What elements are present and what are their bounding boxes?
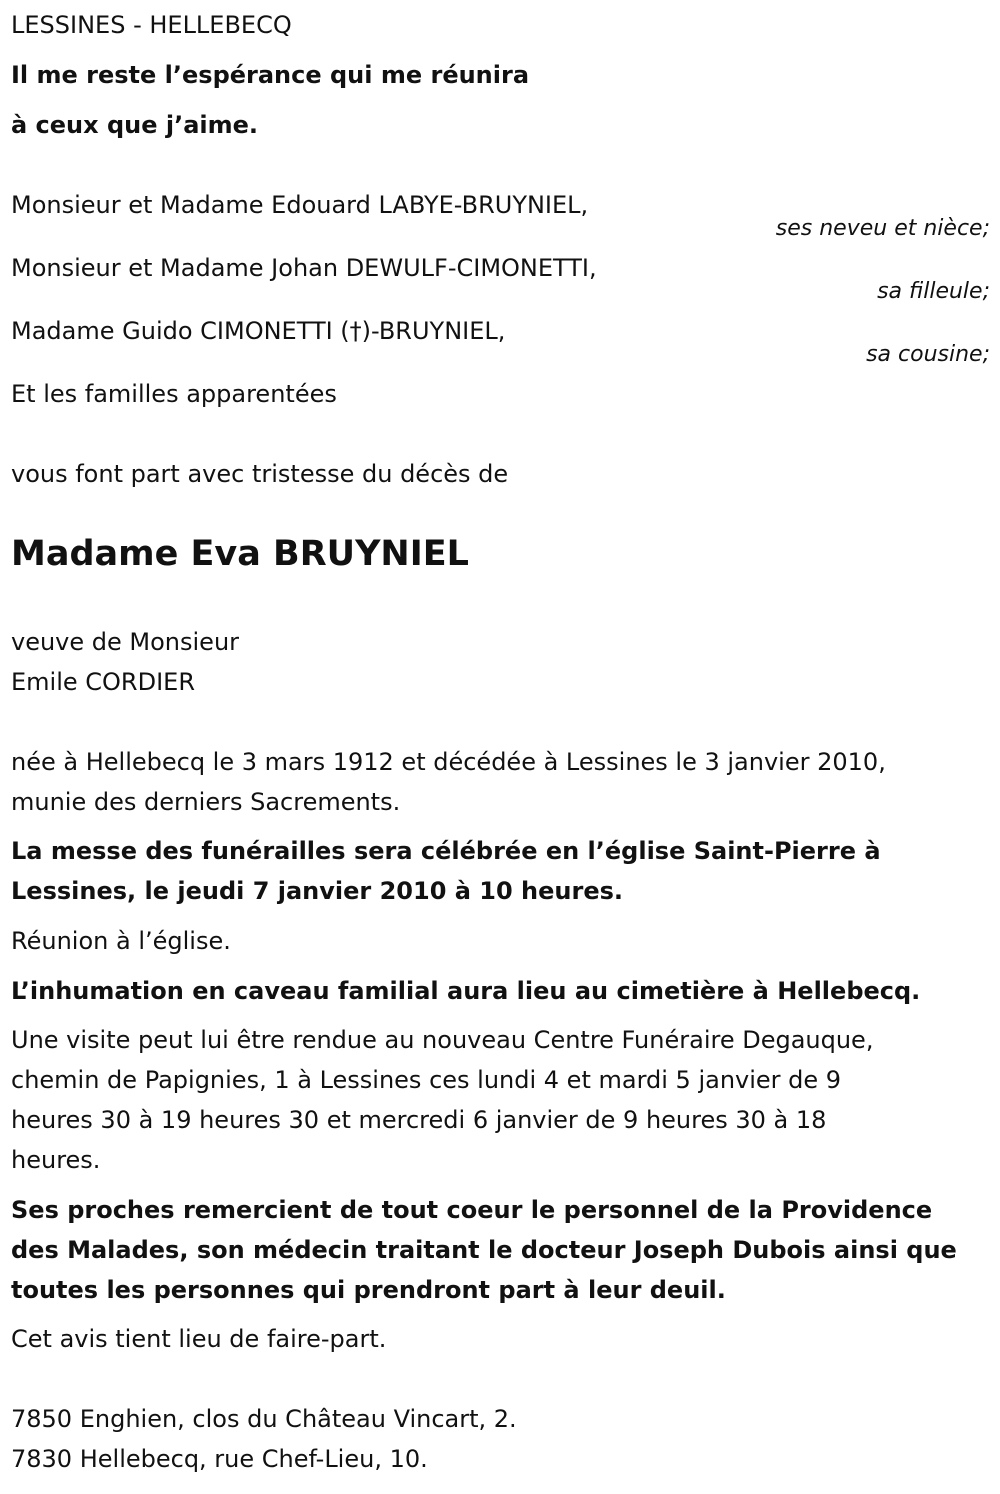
family-member-name: Monsieur et Madame Edouard LABYE-BRUYNIEL, — [11, 191, 589, 219]
related-families: Et les familles apparentées — [11, 380, 337, 408]
birth-death-line-1: née à Hellebecq le 3 mars 1912 et décédée à Lessines le 3 janvier 2010, — [11, 748, 886, 776]
family-member-relation: sa cousine; — [866, 342, 990, 367]
location-heading: LESSINES - HELLEBECQ — [11, 11, 292, 39]
epitaph-line-2: à ceux que j’aime. — [11, 111, 259, 139]
visit-line-3: heures 30 à 19 heures 30 et mercredi 6 janvier de 9 heures 30 à 18 — [11, 1106, 827, 1134]
address-line-1: 7850 Enghien, clos du Château Vincart, 2. — [11, 1405, 517, 1433]
birth-death-line-2: munie des derniers Sacrements. — [11, 788, 401, 816]
family-member-name: Monsieur et Madame Johan DEWULF-CIMONETTI, — [11, 254, 597, 282]
epitaph-line-1: Il me reste l’espérance qui me réunira — [11, 61, 530, 89]
meeting-info: Réunion à l’église. — [11, 927, 231, 955]
announcement: vous font part avec tristesse du décès de — [11, 460, 509, 488]
family-member-relation: sa filleule; — [877, 279, 990, 304]
address-line-2: 7830 Hellebecq, rue Chef-Lieu, 10. — [11, 1445, 428, 1473]
visit-line-1: Une visite peut lui être rendue au nouveau Centre Funéraire Degauque, — [11, 1026, 874, 1054]
mass-line-1: La messe des funérailles sera célébrée en l’église Saint-Pierre à — [11, 837, 881, 865]
mass-line-2: Lessines, le jeudi 7 janvier 2010 à 10 heures. — [11, 877, 624, 905]
burial-info: L’inhumation en caveau familial aura lieu au cimetière à Hellebecq. — [11, 977, 921, 1005]
visit-line-2: chemin de Papignies, 1 à Lessines ces lundi 4 et mardi 5 janvier de 9 — [11, 1066, 842, 1094]
thanks-line-2: des Malades, son médecin traitant le docteur Joseph Dubois ainsi que — [11, 1236, 957, 1264]
thanks-line-1: Ses proches remercient de tout coeur le personnel de la Providence — [11, 1196, 933, 1224]
notice-statement: Cet avis tient lieu de faire-part. — [11, 1325, 387, 1353]
widow-of-line-1: veuve de Monsieur — [11, 628, 240, 656]
widow-of-line-2: Emile CORDIER — [11, 668, 195, 696]
thanks-line-3: toutes les personnes qui prendront part à leur deuil. — [11, 1276, 726, 1304]
family-member-relation: ses neveu et nièce; — [775, 216, 990, 241]
visit-line-4: heures. — [11, 1146, 101, 1174]
family-member-name: Madame Guido CIMONETTI (†)-BRUYNIEL, — [11, 317, 506, 345]
deceased-name: Madame Eva BRUYNIEL — [11, 534, 469, 574]
